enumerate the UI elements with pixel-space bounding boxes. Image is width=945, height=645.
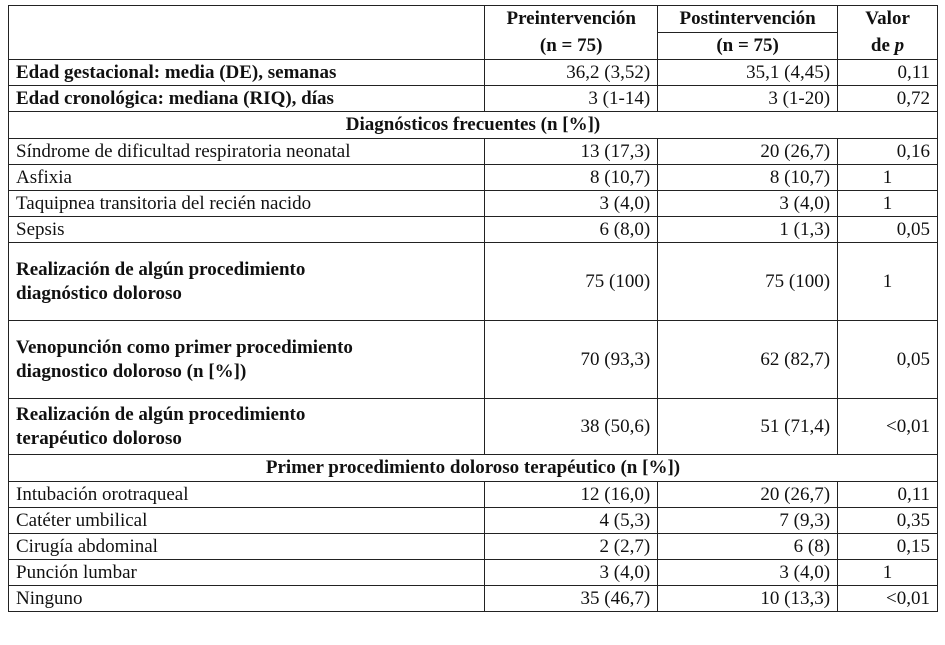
p-value: 0,72 [838,86,938,112]
pre-value: 8 (10,7) [485,165,658,191]
p-value: 0,11 [838,482,938,508]
header-pvalue-sub [838,33,938,60]
p-value: 0,05 [838,321,938,399]
row-label: Punción lumbar [9,560,485,586]
pre-value: 2 (2,7) [485,534,658,560]
table-row [9,165,938,191]
header-pre-title: Preintervención [485,6,658,33]
row-label-line2: diagnostico doloroso (n [%]) [16,360,247,382]
p-value: 1 [838,560,938,586]
post-value: 3 (4,0) [658,191,838,217]
row-label: Sepsis [9,217,485,243]
post-value: 20 (26,7) [658,139,838,165]
pre-value: 75 (100) [485,243,658,321]
row-label: Ninguno [9,586,485,612]
pre-value: 4 (5,3) [485,508,658,534]
header-empty-cell [9,6,485,60]
header-post-title: Postintervención [658,6,838,33]
pre-value: 3 (1-14) [485,86,658,112]
pre-value: 38 (50,6) [485,399,658,455]
p-value: 1 [838,191,938,217]
pre-value: 70 (93,3) [485,321,658,399]
row-label: Síndrome de dificultad respiratoria neonatal [9,139,485,165]
table-row [9,534,938,560]
post-value: 35,1 (4,45) [658,60,838,86]
post-value: 20 (26,7) [658,482,838,508]
post-value: 6 (8) [658,534,838,560]
p-value: 0,15 [838,534,938,560]
pre-value: 36,2 (3,52) [485,60,658,86]
post-value: 3 (1-20) [658,86,838,112]
post-value: 7 (9,3) [658,508,838,534]
header-post-n: (n = 75) [658,33,838,60]
table-row [9,508,938,534]
row-label: Edad gestacional: media (DE), semanas [9,60,485,86]
post-value: 51 (71,4) [658,399,838,455]
post-value: 75 (100) [658,243,838,321]
header-row-1 [9,6,938,33]
table-row [9,586,938,612]
row-label: Asfixia [9,165,485,191]
table-row [9,399,938,455]
header-pre-n: (n = 75) [485,33,658,60]
table-row [9,139,938,165]
row-label-line1: Realización de algún procedimiento [16,258,306,280]
header-pvalue-p: p [894,34,905,56]
section-header-row [9,455,938,482]
p-value: 1 [838,165,938,191]
post-value: 10 (13,3) [658,586,838,612]
row-label: Intubación orotraqueal [9,482,485,508]
p-value: 0,16 [838,139,938,165]
post-value: 3 (4,0) [658,560,838,586]
row-label: Cirugía abdominal [9,534,485,560]
pre-value: 3 (4,0) [485,560,658,586]
section-header-row [9,112,938,139]
p-value: 1 [838,243,938,321]
p-value: 0,05 [838,217,938,243]
row-label [9,243,485,321]
table-row [9,243,938,321]
p-value: 0,35 [838,508,938,534]
post-value: 8 (10,7) [658,165,838,191]
table-row [9,60,938,86]
table-row [9,86,938,112]
section-title-diagnoses: Diagnósticos frecuentes (n [%]) [9,112,938,139]
row-label: Taquipnea transitoria del recién nacido [9,191,485,217]
pre-value: 35 (46,7) [485,586,658,612]
p-value: <0,01 [838,399,938,455]
pre-value: 6 (8,0) [485,217,658,243]
table-row [9,191,938,217]
pre-value: 13 (17,3) [485,139,658,165]
p-value: 0,11 [838,60,938,86]
table-row [9,560,938,586]
header-pvalue-prefix: de [870,34,895,56]
table-row [9,482,938,508]
post-value: 1 (1,3) [658,217,838,243]
row-label-line2: diagnóstico doloroso [16,282,182,304]
row-label: Edad cronológica: mediana (RIQ), días [9,86,485,112]
row-label-line1: Realización de algún procedimiento [16,403,306,425]
row-label-line2: terapéutico doloroso [16,427,182,449]
row-label [9,321,485,399]
header-pvalue-title: Valor [838,6,938,33]
post-value: 62 (82,7) [658,321,838,399]
row-label [9,399,485,455]
pre-value: 12 (16,0) [485,482,658,508]
p-value: <0,01 [838,586,938,612]
section-title-therapeutic: Primer procedimiento doloroso terapéutico (n [%]) [9,455,938,482]
comparison-table [8,5,938,612]
pre-value: 3 (4,0) [485,191,658,217]
table-row [9,321,938,399]
row-label-line1: Venopunción como primer procedimiento [16,336,353,358]
table-row [9,217,938,243]
row-label: Catéter umbilical [9,508,485,534]
